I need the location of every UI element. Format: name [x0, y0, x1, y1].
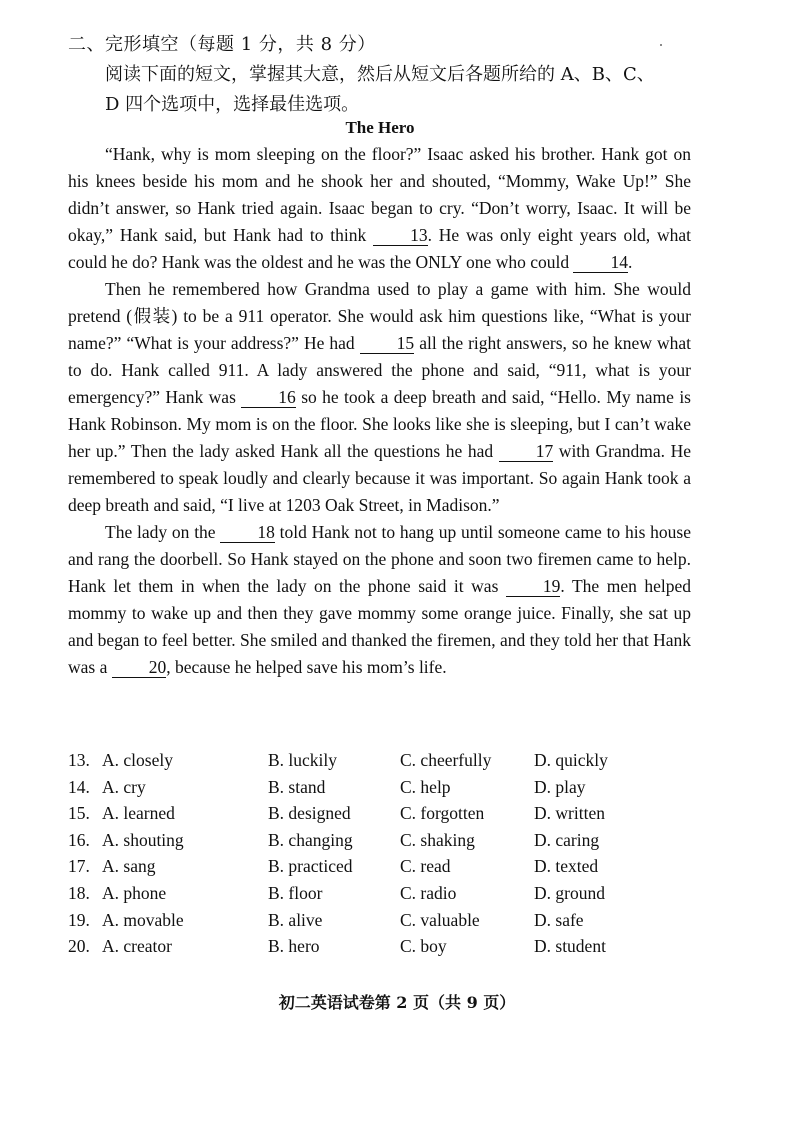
instruction-line-1: 阅读下面的短文，掌握其大意，然后从短文后各题所给的 A、B、C、: [105, 64, 655, 85]
option-d: D. written: [534, 803, 605, 824]
blank-17: 17: [499, 442, 554, 462]
option-b: B. hero: [268, 936, 320, 957]
option-c: C. shaking: [400, 829, 475, 850]
instruction-line-2: D 四个选项中，选择最佳选项。: [105, 94, 360, 115]
option-b: B. changing: [268, 829, 353, 850]
passage-title: The Hero: [345, 118, 415, 137]
blank-20: 20: [112, 658, 167, 678]
option-d: D. safe: [534, 909, 584, 930]
option-d: D. caring: [534, 829, 600, 850]
passage-text: . He was only eight years old, what could he do? Hank was the oldest and he was the ONLY one who could: [68, 225, 691, 272]
blank-15: 15: [360, 334, 415, 354]
passage-body: [68, 141, 691, 681]
option-c: C. help: [400, 776, 451, 797]
question-row: [68, 856, 708, 883]
option-c: C. forgotten: [400, 803, 485, 824]
option-a: A. sang: [102, 856, 156, 877]
option-d: D. play: [534, 776, 586, 797]
question-number: 15.: [68, 803, 90, 824]
question-number: 13.: [68, 750, 90, 770]
question-number: 16.: [68, 829, 90, 850]
question-row: [68, 777, 708, 804]
option-a: A. creator: [102, 936, 172, 957]
option-b: B. floor: [268, 882, 323, 903]
option-a: A. shouting: [102, 829, 184, 850]
passage-text: . The men helped mommy to wake up and then they gave mommy some orange juice. Finally, she sat up and began to feel better. She smiled and thanked the firemen, and they told her that Hank was a: [68, 576, 691, 677]
blank-19: 19: [506, 577, 561, 597]
passage-text: Then he remembered how Grandma used to play a game with him. She would pretend (假装) to be a 911 operator. She would ask him questions like, “What is your name?” “What is your address?” He had: [68, 279, 691, 353]
question-number: 19.: [68, 909, 90, 930]
passage-text: told Hank not to hang up until someone came to his house and rang the doorbell. So Hank stayed on the phone and soon two firemen came to help. Hank let them in when the lady on the phone said it was: [68, 522, 691, 596]
option-c: C. valuable: [400, 909, 480, 930]
scan-speck: [660, 44, 662, 46]
option-c: C. radio: [400, 882, 457, 903]
question-number: 20.: [68, 936, 90, 957]
question-row: [68, 803, 708, 830]
option-b: B. luckily: [268, 750, 338, 770]
question-row: [68, 883, 708, 910]
passage-text: , because he helped save his mom’s life.: [166, 657, 447, 677]
section-heading: 二、完形填空（每题 1 分，共 8 分）: [68, 34, 376, 55]
question-row: [68, 910, 708, 937]
option-d: D. quickly: [534, 750, 608, 770]
blank-18: 18: [220, 523, 275, 543]
option-b: B. alive: [268, 909, 323, 930]
passage-text: “Hank, why is mom sleeping on the floor?” Isaac asked his brother. Hank got on his knees beside his mom and he shook her and shouted, “Mommy, Wake Up!” She didn’t answer, so Hank tried again. Isaac began to cry. “Don’t worry, Isaac. It will be okay,” Hank said, but Hank had to think: [68, 144, 691, 245]
option-d: D. texted: [534, 856, 599, 877]
blank-13: 13: [373, 226, 428, 246]
passage-text: .: [627, 252, 633, 272]
passage-text: The lady on the: [105, 522, 221, 542]
question-number: 17.: [68, 856, 90, 877]
option-d: D. student: [534, 936, 606, 957]
question-row: [68, 936, 708, 963]
blank-16: 16: [241, 388, 296, 408]
paragraph-2: [68, 276, 691, 519]
option-c: C. read: [400, 856, 451, 877]
option-c: C. cheerfully: [400, 750, 492, 770]
paragraph-3: [68, 519, 691, 681]
blank-14: 14: [573, 253, 628, 273]
paragraph-1: [68, 141, 691, 276]
option-b: B. designed: [268, 803, 351, 824]
question-number: 18.: [68, 882, 90, 903]
option-a: A. closely: [102, 750, 173, 770]
passage-text: all the right answers, so he knew what to do. Hank called 911. A lady answered the phone and said, “911, what is your emergency?” Hank was: [68, 333, 691, 407]
question-row: [68, 750, 708, 777]
option-a: A. learned: [102, 803, 175, 824]
question-number: 14.: [68, 776, 90, 797]
option-d: D. ground: [534, 882, 605, 903]
answer-options: [68, 750, 708, 963]
page-footer: 初二英语试卷第 2 页（共 9 页）: [278, 993, 516, 1012]
option-a: A. cry: [102, 776, 146, 797]
question-row: [68, 830, 708, 857]
option-c: C. boy: [400, 936, 447, 957]
option-a: A. movable: [102, 909, 184, 930]
option-b: B. stand: [268, 776, 326, 797]
passage-text: so he took a deep breath and said, “Hello. My name is Hank Robinson. My mom is on the floor. She looks like she is sleeping, but I can’t wake her up.” Then the lady asked Hank all the questions he had: [68, 387, 691, 461]
option-b: B. practiced: [268, 856, 353, 877]
option-a: A. phone: [102, 882, 167, 903]
passage-text: with Grandma. He remembered to speak loudly and clearly because it was important. So again Hank took a deep breath and said, “I live at 1203 Oak Street, in Madison.”: [68, 441, 691, 515]
